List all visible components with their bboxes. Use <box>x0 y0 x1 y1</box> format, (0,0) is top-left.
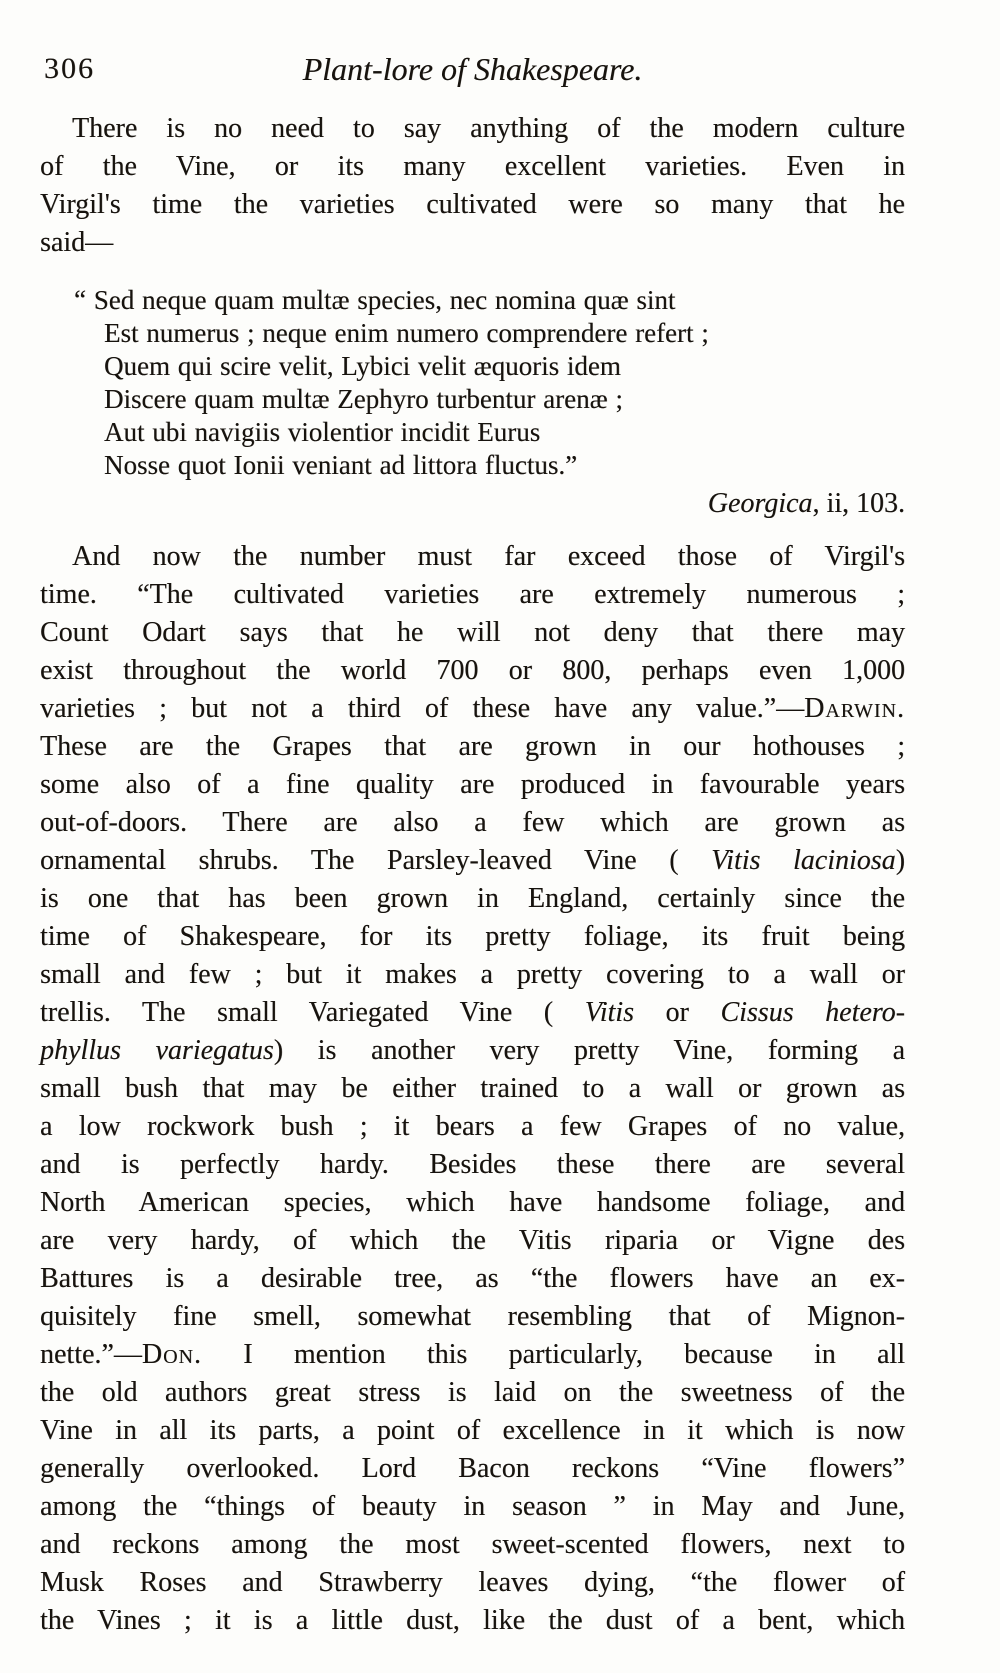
text-line <box>40 956 905 994</box>
text-line <box>40 880 905 918</box>
text-run-italic: Vitis laciniosa <box>711 845 896 876</box>
text-run: , ii, 103. <box>812 488 905 519</box>
text-run: These are the Grapes that are grown in our hothouses ; <box>40 731 905 762</box>
text-run: Musk Roses and Strawberry leaves dying, “the flower of <box>40 1567 905 1598</box>
text-run: Est numerus ; neque enim numero comprendere refert ; <box>104 318 709 348</box>
text-run: the Vines ; it is a little dust, like the dust of a bent, which <box>40 1605 905 1636</box>
text-run: and is perfectly hardy. Besides these there are several <box>40 1149 905 1180</box>
text-run: among the “things of beauty in season ” in May and June, <box>40 1491 905 1522</box>
text-run: Virgil's time the varieties cultivated were so many that he <box>40 189 905 220</box>
text-run: ornamental shrubs. The Parsley-leaved Vine ( <box>40 845 712 876</box>
text-run: are very hardy, of which the Vitis riparia or Vigne des <box>40 1225 905 1256</box>
text-run-smallcaps: Don. <box>141 1339 202 1370</box>
text-line <box>40 728 905 766</box>
text-run: ) <box>895 845 906 876</box>
text-line <box>40 1564 905 1602</box>
text-line <box>40 1146 905 1184</box>
text-run: some also of a fine quality are produced in favourable years <box>40 769 905 800</box>
text-run: and reckons among the most sweet-scented flowers, next to <box>40 1529 905 1560</box>
text-run: Battures is a desirable tree, as “the flowers have an ex- <box>40 1263 905 1294</box>
text-run: Vine in all its parts, a point of excellence in it which is now <box>40 1415 905 1446</box>
text-run: a low rockwork bush ; it bears a few Grapes of no value, <box>40 1111 905 1142</box>
text-run-italic: Cissus hetero- <box>720 997 905 1028</box>
text-run-italic: phyllus variegatus <box>40 1035 274 1066</box>
text-run: varieties ; but not a third of these have any value.”— <box>40 693 805 724</box>
text-line <box>40 614 905 652</box>
text-line <box>40 842 905 880</box>
text-line <box>40 576 905 614</box>
text-run: trellis. The small Variegated Vine ( <box>40 997 585 1028</box>
text-run: Nosse quot Ionii veniant ad littora fluctus.” <box>104 450 578 480</box>
text-line <box>40 690 905 728</box>
text-run: is one that has been grown in England, certainly since the <box>40 883 905 914</box>
text-run: ) is another very pretty Vine, forming a <box>273 1035 905 1066</box>
text-run: small bush that may be either trained to a wall or grown as <box>40 1073 905 1104</box>
text-line <box>40 1526 905 1564</box>
text-run: time of Shakespeare, for its pretty foliage, its fruit being <box>40 921 905 952</box>
text-line <box>40 1070 905 1108</box>
text-run: exist throughout the world 700 or 800, perhaps even 1,000 <box>40 655 905 686</box>
text-line <box>40 1450 905 1488</box>
text-line <box>74 383 905 416</box>
text-run-italic: Vitis <box>584 997 634 1028</box>
running-title: Plant-lore of Shakespeare. <box>302 51 643 87</box>
quote-attribution <box>40 486 905 522</box>
text-line <box>40 918 905 956</box>
text-run: small and few ; but it makes a pretty covering to a wall or <box>40 959 905 990</box>
latin-quote-block <box>74 284 905 482</box>
text-line <box>40 1260 905 1298</box>
text-line <box>40 1184 905 1222</box>
text-line <box>40 1222 905 1260</box>
text-line <box>40 1374 905 1412</box>
main-paragraph <box>40 538 905 1640</box>
text-line <box>40 224 905 262</box>
text-run: or <box>633 997 721 1028</box>
text-line <box>40 1336 905 1374</box>
text-run: Aut ubi navigiis violentior incidit Eurus <box>104 417 541 447</box>
text-run: nette.”— <box>40 1339 142 1370</box>
text-line <box>74 350 905 383</box>
text-line <box>40 148 905 186</box>
text-run: the old authors great stress is laid on the sweetness of the <box>40 1377 905 1408</box>
text-run: time. “The cultivated varieties are extremely numerous ; <box>40 579 905 610</box>
text-line <box>40 1488 905 1526</box>
text-run: I mention this particularly, because in all <box>201 1339 905 1370</box>
text-line <box>74 284 905 317</box>
text-run: Discere quam multæ Zephyro turbentur arenæ ; <box>104 384 623 414</box>
text-line <box>74 449 905 482</box>
text-line <box>40 1108 905 1146</box>
text-line <box>40 994 905 1032</box>
text-run: Count Odart says that he will not deny that there may <box>40 617 905 648</box>
text-line <box>40 1602 905 1640</box>
text-run: “ Sed neque quam multæ species, nec nomina quæ sint <box>74 285 676 315</box>
text-line <box>40 1298 905 1336</box>
text-run: quisitely fine smell, somewhat resembling that of Mignon- <box>40 1301 905 1332</box>
text-line <box>74 317 905 350</box>
text-run: And now the number must far exceed those of Virgil's <box>72 541 905 572</box>
page-number: 306 <box>44 52 95 85</box>
text-run: Quem qui scire velit, Lybici velit æquoris idem <box>104 351 621 381</box>
text-line <box>40 186 905 224</box>
text-line <box>40 538 905 576</box>
page-header <box>40 48 905 90</box>
text-run: There is no need to say anything of the modern culture <box>72 113 905 144</box>
text-run: out-of-doors. There are also a few which are grown as <box>40 807 905 838</box>
text-line <box>74 416 905 449</box>
intro-paragraph <box>40 110 905 262</box>
text-line <box>40 652 905 690</box>
text-run: generally overlooked. Lord Bacon reckons “Vine flowers” <box>40 1453 905 1484</box>
text-run: said— <box>40 227 114 258</box>
text-run: of the Vine, or its many excellent varieties. Even in <box>40 151 905 182</box>
text-line <box>40 804 905 842</box>
text-run-italic: Georgica <box>707 488 813 519</box>
text-line <box>40 1412 905 1450</box>
text-run: North American species, which have handsome foliage, and <box>40 1187 905 1218</box>
text-line <box>40 766 905 804</box>
text-run-smallcaps: Darwin. <box>804 693 905 724</box>
text-line <box>40 1032 905 1070</box>
text-line <box>40 110 905 148</box>
